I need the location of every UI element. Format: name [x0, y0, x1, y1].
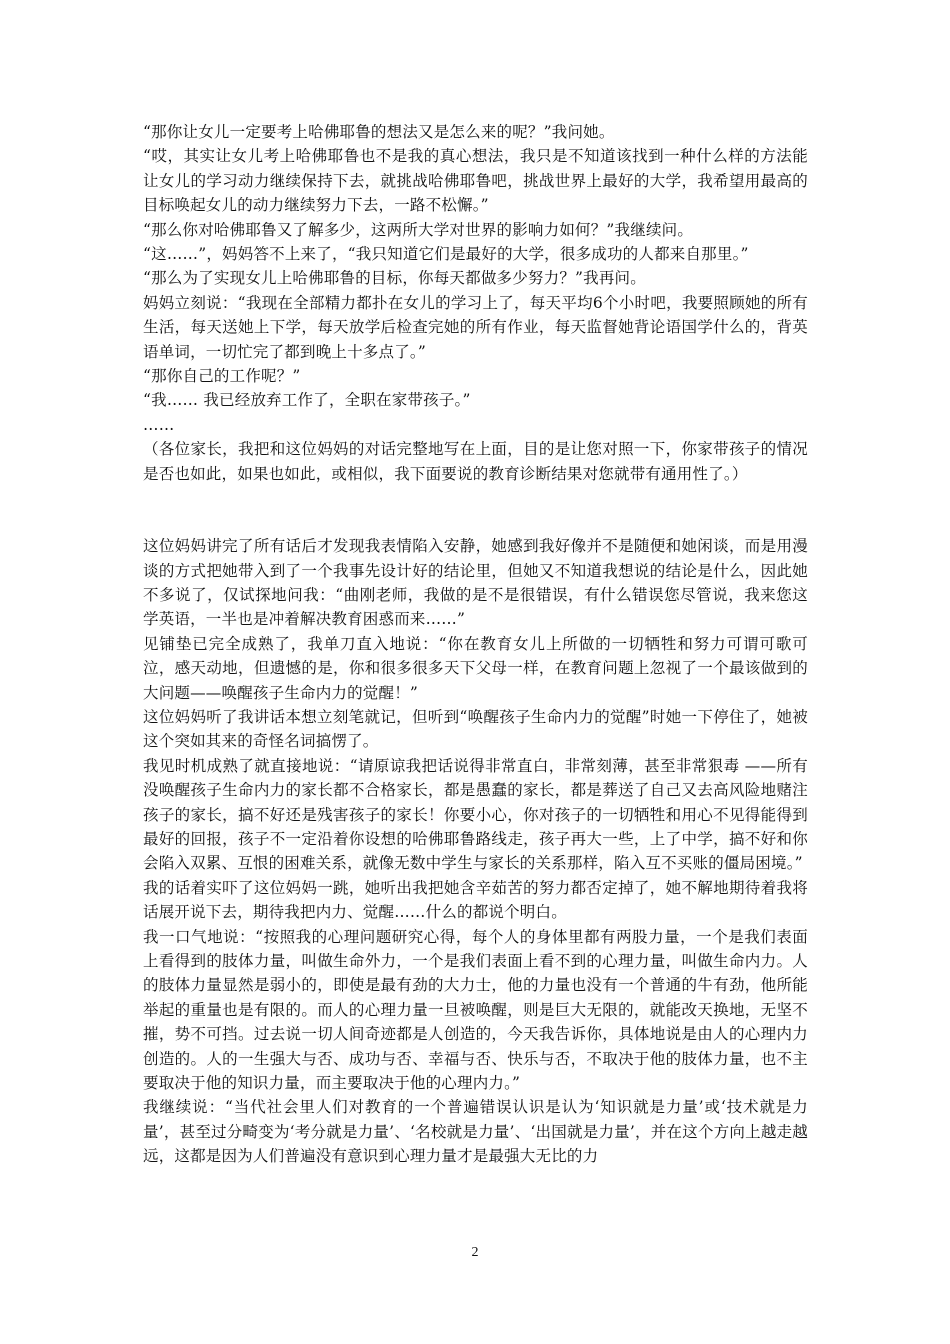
- paragraph: 我见时机成熟了就直接地说：“请原谅我把话说得非常直白，非常刻薄，甚至非常狠毒 ——所有没唤醒孩子生命内力的家长都不合格家长，都是愚蠢的家长，都是葬送了自己又去高风险地赌注孩子的家长，搞不好还是残害孩子的家长！你要小心，你对孩子的一切牺牲和用心不见得能得到最好的回报，孩子不一定沿着你设想的哈佛耶鲁路线走，孩子再大一些，上了中学，搞不好和你会陷入双累、互恨的困难关系，就像无数中学生与家长的关系那样，陷入互不买账的僵局困境。”: [143, 756, 808, 873]
- paragraph: “那你让女儿一定要考上哈佛耶鲁的想法又是怎么来的呢？”我问她。: [143, 123, 615, 141]
- paragraph: “那你自己的工作呢？”: [143, 367, 301, 386]
- paragraph: 见铺垫已完全成熟了，我单刀直入地说：“你在教育女儿上所做的一切牺牲和努力可谓可歌可泣，感天动地，但遗憾的是，你和很多很多天下父母一样，在教育问题上忽视了一个最该做到的大问题——唤醒孩子生命内力的觉醒！”: [143, 634, 808, 702]
- paragraph: 我的话着实吓了这位妈妈一跳，她听出我把她含辛茹苦的努力都否定掉了，她不解地期待着我将话展开说下去，期待我把内力、觉醒……什么的都说个明白。: [143, 878, 808, 922]
- paragraph: 我一口气地说：“按照我的心理问题研究心得，每个人的身体里都有两股力量，一个是我们表面上看得到的肢体力量，叫做生命外力，一个是我们表面上看不到的心理力量，叫做生命内力。人的肢体力量显然是弱小的，即使是最有劲的大力士，他的力量也没有一个普通的牛有劲，他所能举起的重量也是有限的。而人的心理力量一旦被唤醒，则是巨大无限的，就能改天换地，无坚不摧，势不可挡。过去说一切人间奇迹都是人创造的，今天我告诉你，具体地说是由人的心理内力创造的。人的一生强大与否、成功与否、幸福与否、快乐与否，不取决于他的肢体力量，也不主要取决于他的知识力量，而主要取决于他的心理内力。”: [143, 927, 808, 1093]
- document-body: [143, 120, 808, 1169]
- page-number: 2: [471, 1245, 479, 1260]
- paragraph: “那么你对哈佛耶鲁又了解多少，这两所大学对世界的影响力如何？”我继续问。: [143, 220, 694, 239]
- paragraph: “那么为了实现女儿上哈佛耶鲁的目标，你每天都做多少努力？”我再问。: [143, 269, 646, 288]
- section-gap: [143, 486, 808, 534]
- ellipsis-line: ……: [143, 415, 175, 434]
- paragraph: 妈妈立刻说：“我现在全部精力都扑在女儿的学习上了，每天平均6个小时吧，我要照顾她的所有生活，每天送她上下学，每天放学后检查完她的所有作业，每天监督她背论语国学什么的，背英语单词，一切忙完了都到晚上十多点了。”: [143, 293, 808, 361]
- paragraph: 我继续说：“当代社会里人们对教育的一个普遍错误认识是认为‘知识就是力量’或‘技术就是力量’，甚至过分畸变为‘考分就是力量’、‘名校就是力量’、‘出国就是力量’，并在这个方向上越走越远，这都是因为人们普遍没有意识到心理力量才是最强大无比的力: [143, 1098, 808, 1166]
- paragraph: “这……”，妈妈答不上来了，“我只知道它们是最好的大学，很多成功的人都来自那里。”: [143, 245, 749, 264]
- editor-note: （各位家长，我把和这位妈妈的对话完整地写在上面，目的是让您对照一下，你家带孩子的情况是否也如此，如果也如此，或相似，我下面要说的教育诊断结果对您就带有通用性了。）: [143, 440, 808, 483]
- paragraph: “哎，其实让女儿考上哈佛耶鲁也不是我的真心想法，我只是不知道该找到一种什么样的方法能让女儿的学习动力继续保持下去，就挑战哈佛耶鲁吧，挑战世界上最好的大学，我希望用最高的目标唤起女儿的动力继续努力下去，一路不松懈。”: [143, 147, 808, 215]
- paragraph: 这位妈妈听了我讲话本想立刻笔就记，但听到“唤醒孩子生命内力的觉醒”时她一下停住了，她被这个突如其来的奇怪名词搞愣了。: [143, 707, 808, 751]
- paragraph: 这位妈妈讲完了所有话后才发现我表情陷入安静，她感到我好像并不是随便和她闲谈，而是用漫谈的方式把她带入到了一个我事先设计好的结论里，但她又不知道我想说的结论是什么，因此她不多说了，仅试探地问我：“曲刚老师，我做的是不是很错误，有什么错误您尽管说，我来您这学英语，一半也是冲着解决教育困惑而来……”: [143, 537, 808, 629]
- paragraph: “我…… 我已经放弃工作了，全职在家带孩子。”: [143, 391, 471, 410]
